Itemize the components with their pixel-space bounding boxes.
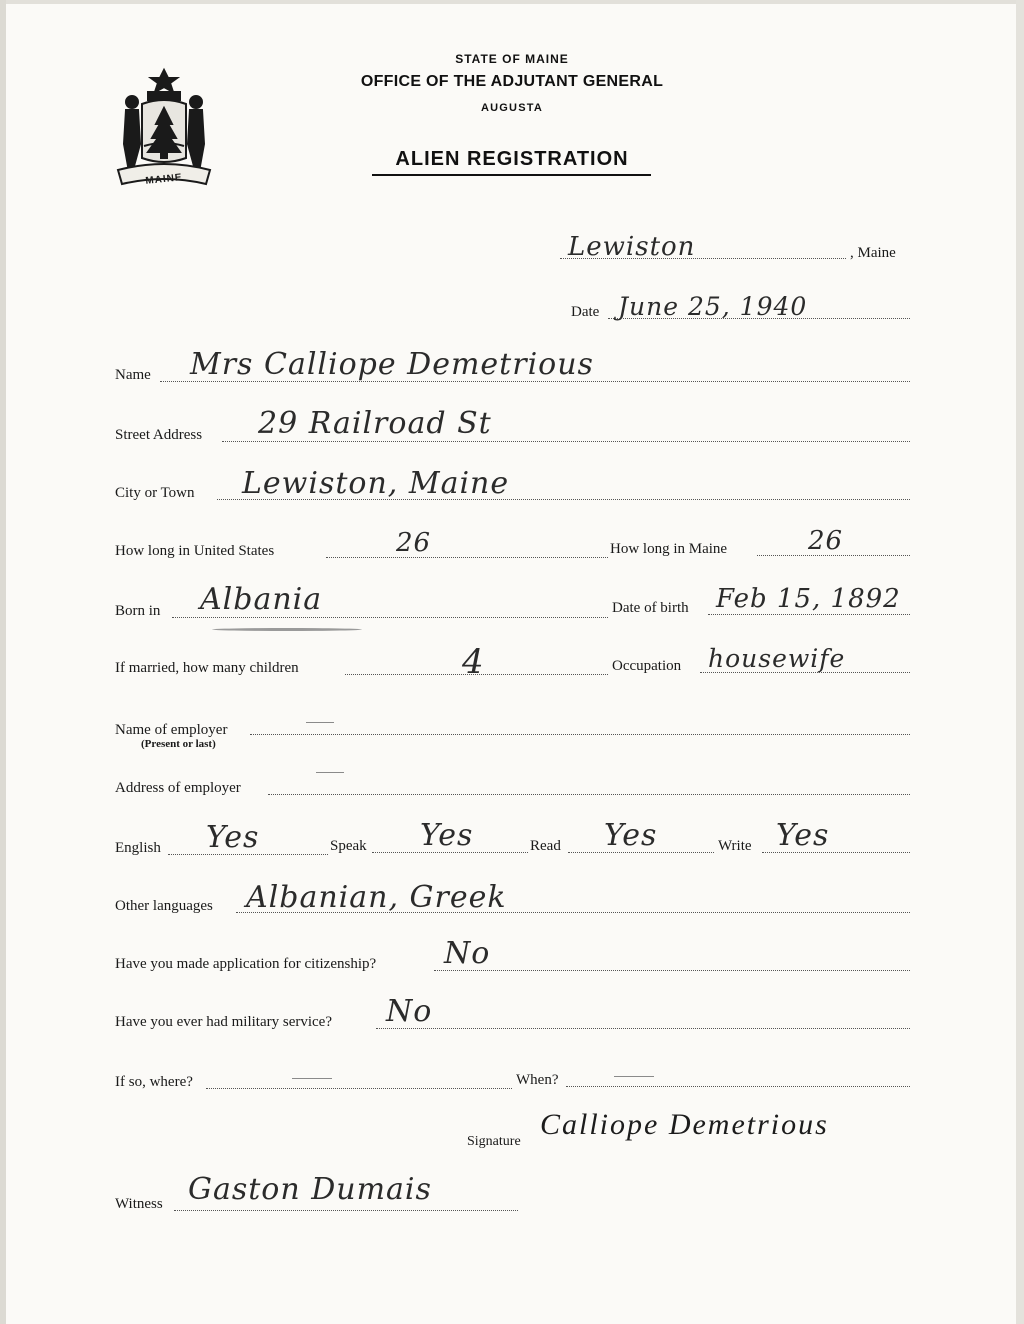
street-address-line <box>222 441 910 442</box>
when-dash <box>614 1076 654 1077</box>
citizenship-label: Have you made application for citizenship? <box>115 956 377 972</box>
employer-name-dash <box>306 722 334 723</box>
employer-address-dash <box>316 772 344 773</box>
children-line <box>345 674 608 675</box>
title-underline <box>372 174 651 176</box>
speak-value: Yes <box>420 818 474 853</box>
write-line <box>762 852 910 853</box>
how-long-maine-label: How long in Maine <box>610 541 728 557</box>
signature-label: Signature <box>467 1134 521 1149</box>
name-label: Name <box>115 367 151 383</box>
born-in-label: Born in <box>115 603 161 619</box>
read-line <box>568 852 714 853</box>
born-in-value: Albania <box>200 582 323 617</box>
speak-label: Speak <box>330 838 367 854</box>
witness-value: Gaston Dumais <box>188 1172 432 1207</box>
occupation-value: housewife <box>708 644 846 673</box>
header-city: AUGUSTA <box>481 102 543 114</box>
date-of-birth-label: Date of birth <box>612 600 689 616</box>
read-label: Read <box>530 838 561 854</box>
military-label: Have you ever had military service? <box>115 1014 332 1030</box>
date-line <box>608 318 910 319</box>
date-of-birth-line <box>708 614 910 615</box>
citizenship-line <box>434 970 910 971</box>
born-in-line <box>172 617 608 618</box>
name-line <box>160 381 910 382</box>
employer-note-label: (Present or last) <box>141 738 216 750</box>
date-value: June 25, 1940 <box>618 292 808 321</box>
city-town-line <box>217 499 910 500</box>
city-town-label: City or Town <box>115 485 195 501</box>
where-line <box>206 1088 512 1089</box>
employer-name-label: Name of employer <box>115 722 228 738</box>
write-label: Write <box>718 838 752 854</box>
place-line <box>560 258 846 259</box>
speak-line <box>372 852 528 853</box>
employer-address-line <box>268 794 910 795</box>
how-long-maine-value: 26 <box>808 526 844 556</box>
other-languages-line <box>236 912 910 913</box>
scan-edge-left <box>0 0 6 1324</box>
born-in-stroke <box>212 628 362 631</box>
form-title: ALIEN REGISTRATION <box>395 148 629 170</box>
seal-ribbon-text: MAINE <box>144 172 184 187</box>
read-value: Yes <box>604 818 658 853</box>
when-line <box>566 1086 910 1087</box>
witness-label: Witness <box>115 1196 163 1212</box>
state-seal-logo <box>112 66 216 190</box>
date-label: Date <box>571 304 600 320</box>
military-line <box>376 1028 910 1029</box>
how-long-maine-line <box>757 555 910 556</box>
where-dash <box>292 1078 332 1079</box>
where-label: If so, where? <box>115 1074 193 1090</box>
military-value: No <box>386 994 433 1029</box>
occupation-line <box>700 672 910 673</box>
date-of-birth-value: Feb 15, 1892 <box>716 584 901 614</box>
header-state: STATE OF MAINE <box>455 52 569 66</box>
other-languages-label: Other languages <box>115 898 213 914</box>
witness-line <box>174 1210 518 1211</box>
street-address-label: Street Address <box>115 427 203 443</box>
signature-value: Calliope Demetrious <box>540 1108 829 1141</box>
place-value: Lewiston <box>568 232 696 262</box>
children-label: If married, how many children <box>115 660 299 676</box>
header-office: OFFICE OF THE ADJUTANT GENERAL <box>360 73 664 90</box>
occupation-label: Occupation <box>612 658 682 674</box>
maine-label: , Maine <box>850 245 896 261</box>
children-value: 4 <box>462 642 485 682</box>
how-long-us-value: 26 <box>396 528 432 558</box>
write-value: Yes <box>776 818 830 853</box>
how-long-us-label: How long in United States <box>115 543 275 559</box>
employer-address-label: Address of employer <box>115 780 241 796</box>
city-town-value: Lewiston, Maine <box>242 466 510 501</box>
when-label: When? <box>516 1072 559 1088</box>
scan-edge-top <box>0 0 1024 4</box>
citizenship-value: No <box>444 936 491 971</box>
english-label: English <box>115 840 161 856</box>
english-value: Yes <box>206 820 260 855</box>
employer-name-line <box>250 734 910 735</box>
scan-edge-right <box>1016 0 1024 1324</box>
how-long-us-line <box>326 557 608 558</box>
english-line <box>168 854 328 855</box>
street-address-value: 29 Railroad St <box>258 406 492 441</box>
name-value: Mrs Calliope Demetrious <box>190 347 594 382</box>
other-languages-value: Albanian, Greek <box>246 880 507 915</box>
